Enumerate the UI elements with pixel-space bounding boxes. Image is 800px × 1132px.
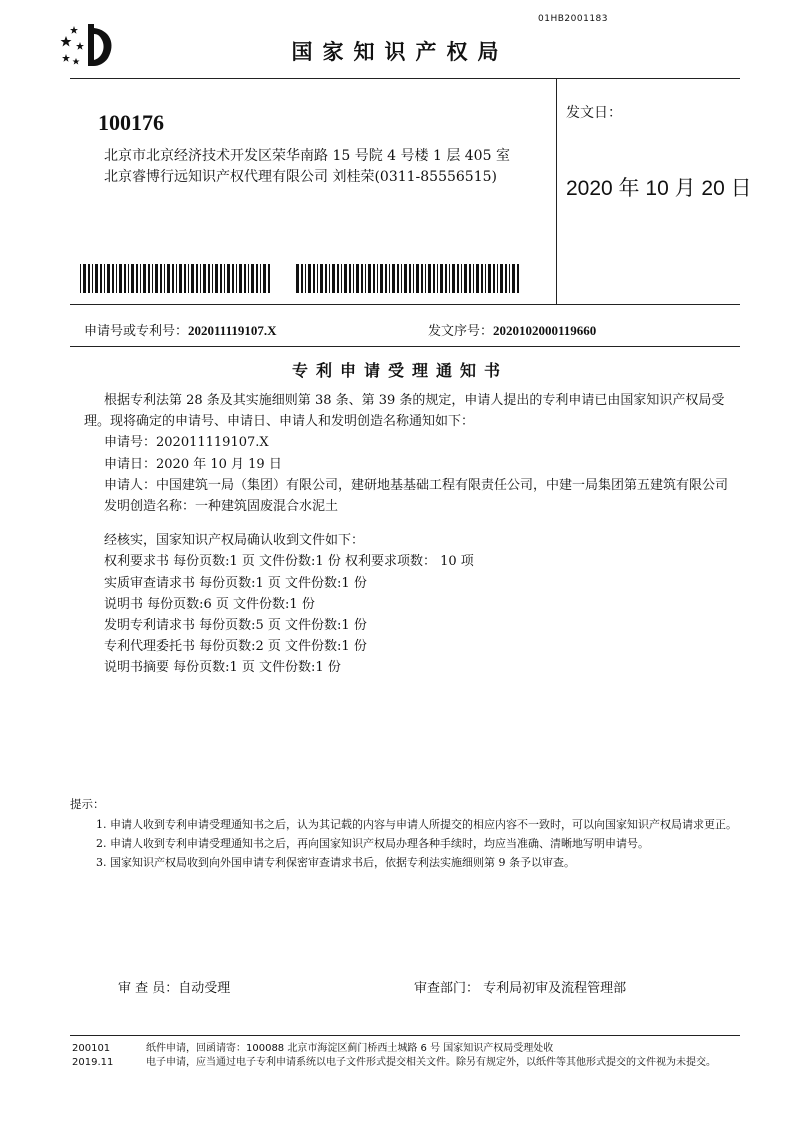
barcode-bar	[95, 264, 98, 293]
address-line: 北京市北京经济技术开发区荣华南路 15 号院 4 号楼 1 层 405 室	[104, 148, 510, 164]
barcode-bar	[196, 264, 198, 293]
barcode-bar	[401, 264, 402, 293]
notice-verify: 经核实，国家知识产权局确认收到文件如下：	[104, 533, 365, 549]
barcode-bar	[305, 264, 306, 293]
barcode-bar	[179, 264, 182, 293]
barcode-bar	[220, 264, 222, 293]
barcode-bar	[497, 264, 498, 293]
application-number	[84, 320, 277, 339]
barcode-bar	[485, 264, 486, 293]
barcode-bar	[184, 264, 186, 293]
barcode-bar	[344, 264, 347, 293]
barcode-bar	[104, 264, 105, 293]
footer-rule	[70, 1035, 740, 1036]
notice-applicant: 申请人：中国建筑一局（集团）有限公司，建研地基基础工程有限责任公司，中建一局集团第五建筑有限公司	[104, 477, 729, 493]
barcode-right	[296, 264, 520, 293]
barcode-bar	[365, 264, 366, 293]
barcode-bar	[112, 264, 114, 293]
notes-label: 提示：	[70, 797, 105, 811]
barcode-bar	[341, 264, 342, 293]
barcode-bar	[88, 264, 90, 293]
barcode-bar	[227, 264, 230, 293]
barcode-bar	[232, 264, 234, 293]
barcode-bar	[80, 264, 81, 293]
barcode-bar	[512, 264, 515, 293]
barcode-bar	[208, 264, 210, 293]
barcode-bar	[373, 264, 375, 293]
barcode-bar	[203, 264, 206, 293]
note-item: 3. 国家知识产权局收到向外国申请专利保密审查请求书后，依据专利法实施细则第 9 条予以审查。	[96, 856, 575, 869]
notice-invention: 发明创造名称：一种建筑固废混合水泥土	[104, 499, 339, 515]
footer-electronic: 电子申请，应当通过电子专利申请系统以电子文件形式提交相关文件。除另有规定外，以纸件等其他形式提交的文件视为未提交。	[146, 1057, 716, 1068]
barcode-bar	[119, 264, 122, 293]
spacer	[84, 517, 744, 530]
barcode-bar	[416, 264, 419, 293]
dispatch-date: 2020 年 10 月 20 日	[566, 177, 752, 200]
barcode-bar	[469, 264, 471, 293]
barcode-bar	[488, 264, 491, 293]
barcode-bar	[164, 264, 165, 293]
barcode-bar	[263, 264, 266, 293]
barcode-bar	[461, 264, 462, 293]
barcode-bar	[473, 264, 474, 293]
barcode-bar	[325, 264, 327, 293]
barcode-bar	[428, 264, 431, 293]
doc-item: 实质审查请求书 每份页数:1 页 文件份数:1 份	[104, 575, 367, 591]
barcode-bar	[308, 264, 311, 293]
doc-item: 说明书摘要 每份页数:1 页 文件份数:1 份	[104, 660, 341, 676]
barcode-bar	[124, 264, 126, 293]
barcode-bar	[268, 264, 270, 293]
note-item: 1. 申请人收到专利申请受理通知书之后，认为其记载的内容与申请人所提交的相应内容不一致时，可以向国家知识产权局请求更正。	[96, 818, 737, 831]
barcode-bar	[92, 264, 93, 293]
barcode-bar	[353, 264, 354, 293]
barcode-bar	[317, 264, 318, 293]
barcode-bar	[107, 264, 110, 293]
barcode-bar	[493, 264, 495, 293]
barcode-bar	[83, 264, 86, 293]
numbers-bottom-rule	[70, 346, 740, 347]
barcode-bar	[481, 264, 483, 293]
barcode-bar	[368, 264, 371, 293]
barcode-bar	[301, 264, 303, 293]
barcode-bar	[191, 264, 194, 293]
barcode-bar	[176, 264, 177, 293]
barcode-bar	[380, 264, 383, 293]
barcode-bar	[377, 264, 378, 293]
barcode-bar	[251, 264, 254, 293]
barcode-bar	[148, 264, 150, 293]
barcode-bar	[248, 264, 249, 293]
barcode-bar	[500, 264, 503, 293]
footer-code-1: 200101	[72, 1043, 111, 1054]
barcode-bar	[212, 264, 213, 293]
barcode-bar	[200, 264, 201, 293]
dispatch-date-label: 发文日：	[566, 105, 622, 121]
barcode-bar	[155, 264, 158, 293]
doc-item: 专利代理委托书 每份页数:2 页 文件份数:1 份	[104, 639, 367, 655]
barcode-bar	[425, 264, 426, 293]
doc-item: 说明书 每份页数:6 页 文件份数:1 份	[104, 596, 315, 612]
doc-item: 发明专利请求书 每份页数:5 页 文件份数:1 份	[104, 618, 367, 634]
barcode-bar	[131, 264, 134, 293]
barcode-bar	[332, 264, 335, 293]
barcode-bar	[392, 264, 395, 293]
barcode-bar	[337, 264, 339, 293]
footer-paper: 纸件申请，回函请寄：100088 北京市海淀区蓟门桥西土城路 6 号 国家知识产权局受理处收	[146, 1043, 554, 1054]
examiner: 审 查 员：自动受理	[118, 981, 231, 996]
footer-code-2: 2019.11	[72, 1057, 114, 1068]
agency-line: 北京睿博行远知识产权代理有限公司 刘桂荣(0311-85556515)	[104, 169, 497, 185]
header-rule	[70, 78, 740, 79]
footer-text	[146, 1042, 766, 1070]
barcode-bar	[356, 264, 359, 293]
barcode-bar	[349, 264, 351, 293]
recipient-address	[104, 146, 510, 188]
barcode-bar	[440, 264, 443, 293]
barcode-bar	[449, 264, 450, 293]
barcode-bar	[329, 264, 330, 293]
barcode-bar	[464, 264, 467, 293]
notice-app-date: 申请日：2020 年 10 月 19 日	[104, 456, 282, 472]
barcode-bar	[172, 264, 174, 293]
barcode-bar	[437, 264, 438, 293]
barcode-bar	[397, 264, 399, 293]
barcode-bar	[476, 264, 479, 293]
barcode-bar	[361, 264, 363, 293]
department: 审查部门： 专利局初审及流程管理部	[414, 981, 627, 996]
barcode-bar	[445, 264, 447, 293]
barcode-bar	[457, 264, 459, 293]
notice-title: 专利申请受理通知书	[291, 361, 508, 380]
barcode-bar	[509, 264, 510, 293]
serial-number-value: 2020102000119660	[493, 323, 597, 338]
application-number-label: 申请号或专利号：	[84, 324, 189, 339]
barcode-bar	[505, 264, 507, 293]
barcode-bar	[389, 264, 390, 293]
form-code: 01HB2001183	[538, 14, 608, 24]
doc-item: 权利要求书 每份页数:1 页 文件份数:1 份 权利要求项数： 10 项	[104, 554, 474, 570]
note-item: 2. 申请人收到专利申请受理通知书之后，再向国家知识产权局办理各种手续时，均应当准确、清晰地写明申请号。	[96, 837, 649, 850]
barcode-bar	[320, 264, 323, 293]
barcode-bar	[136, 264, 138, 293]
postal-code: 100176	[98, 110, 164, 135]
barcode-bar	[433, 264, 435, 293]
footer-codes	[72, 1042, 113, 1070]
barcode-bar	[188, 264, 189, 293]
barcode-bar	[452, 264, 455, 293]
barcode-bar	[152, 264, 153, 293]
numbers-top-rule	[70, 304, 740, 305]
barcode-bar	[143, 264, 146, 293]
notice-body	[84, 390, 744, 679]
barcode-bar	[236, 264, 237, 293]
barcode-left	[80, 264, 272, 293]
barcode-bar	[260, 264, 261, 293]
serial-number	[428, 320, 596, 339]
application-number-value: 202011119107.X	[188, 323, 277, 338]
barcode-bar	[100, 264, 102, 293]
barcode-bar	[215, 264, 218, 293]
barcode-bar	[296, 264, 299, 293]
barcode-bar	[409, 264, 411, 293]
barcode-bar	[224, 264, 225, 293]
barcode-bar	[167, 264, 170, 293]
barcode-bar	[256, 264, 258, 293]
dispatch-divider	[556, 79, 557, 304]
barcode-bar	[116, 264, 117, 293]
notes-list	[82, 815, 752, 872]
barcode-bar	[413, 264, 414, 293]
notice-intro: 根据专利法第 28 条及其实施细则第 38 条、第 39 条的规定，申请人提出的专利申请已由国家知识产权局受理。现将确定的申请号、申请日、申请人和发明创造名称通知如下：	[84, 393, 725, 430]
barcode-bar	[404, 264, 407, 293]
serial-number-label: 发文序号：	[428, 324, 494, 339]
notice-app-no: 申请号：202011119107.X	[104, 435, 269, 451]
barcode-bar	[128, 264, 129, 293]
barcode-bar	[239, 264, 242, 293]
office-title: 国家知识产权局	[291, 40, 509, 64]
barcode-bar	[160, 264, 162, 293]
barcode-bar	[385, 264, 387, 293]
barcode-bar	[421, 264, 423, 293]
barcode-bar	[313, 264, 315, 293]
barcode-bar	[140, 264, 141, 293]
barcode-bar	[244, 264, 246, 293]
barcode-bar	[517, 264, 519, 293]
